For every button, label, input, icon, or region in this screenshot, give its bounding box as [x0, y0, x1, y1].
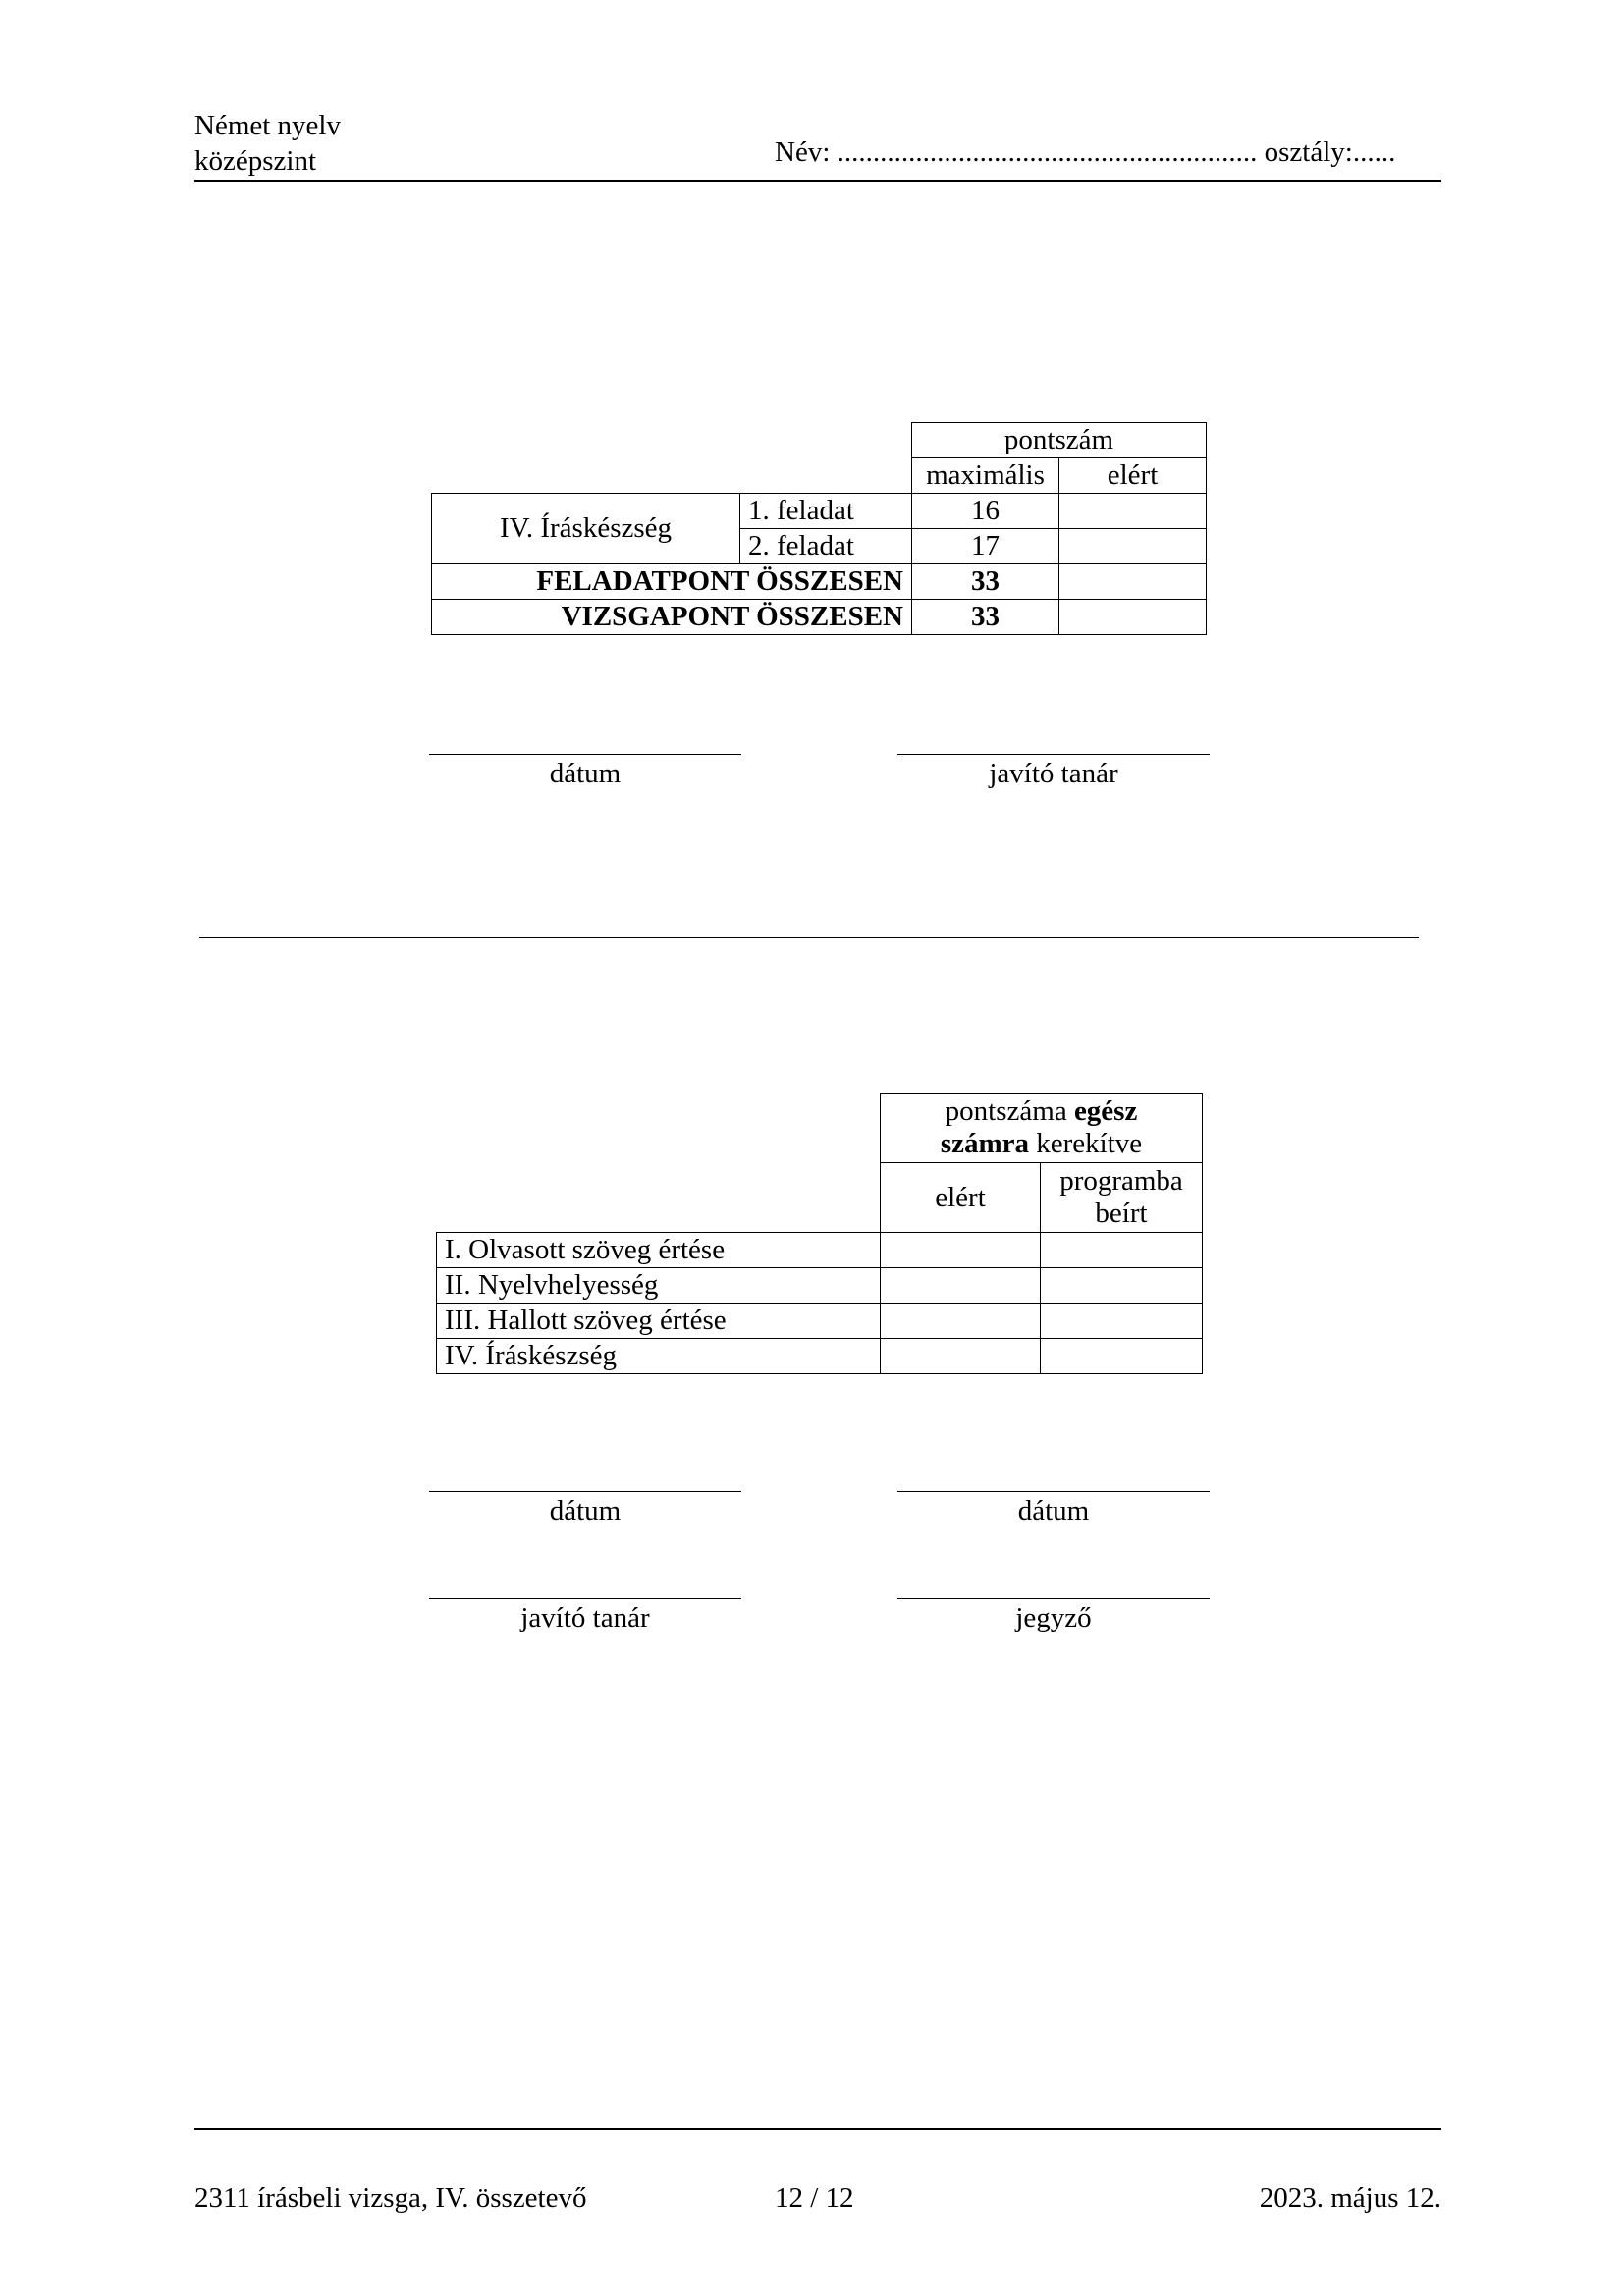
summary-achieved-cell[interactable]	[881, 1268, 1041, 1304]
col-header-program: programba beírt	[1041, 1163, 1203, 1233]
score-table-writing	[431, 422, 1207, 635]
task-total-achieved-cell[interactable]	[1059, 564, 1207, 600]
signature-line	[429, 1491, 741, 1492]
signature-date	[429, 754, 741, 791]
task-max-points: 16	[912, 494, 1059, 529]
header-divider	[194, 180, 1441, 182]
signature-date	[897, 1491, 1210, 1528]
signature-teacher	[897, 754, 1210, 791]
summary-program-cell[interactable]	[1041, 1304, 1203, 1339]
signature-label: javító tanár	[520, 1602, 650, 1633]
header-subject: Német nyelv	[194, 110, 341, 141]
signature-line	[897, 1598, 1210, 1599]
summary-row-label: II. Nyelvhelyesség	[437, 1268, 881, 1304]
signature-label: dátum	[549, 1495, 622, 1526]
exam-total-achieved-cell[interactable]	[1059, 600, 1207, 635]
signature-line	[429, 754, 741, 755]
summary-row-label: I. Olvasott szöveg értése	[437, 1233, 881, 1268]
summary-program-cell[interactable]	[1041, 1233, 1203, 1268]
summary-row-label: III. Hallott szöveg értése	[437, 1304, 881, 1339]
header-level: középszint	[194, 145, 317, 177]
header-name-class-field: Név: ........................................................... osztály:......	[775, 136, 1396, 168]
task-achieved-cell[interactable]	[1059, 529, 1207, 564]
signature-teacher	[429, 1598, 741, 1635]
col-header-max: maximális	[912, 458, 1059, 494]
signature-date	[429, 1491, 741, 1528]
task-label: 1. feladat	[740, 494, 912, 529]
task-total-label: FELADATPONT ÖSSZESEN	[432, 564, 912, 600]
exam-total-label: VIZSGAPONT ÖSSZESEN	[432, 600, 912, 635]
task-achieved-cell[interactable]	[1059, 494, 1207, 529]
signature-registrar	[897, 1598, 1210, 1635]
section-divider	[199, 937, 1419, 938]
summary-program-cell[interactable]	[1041, 1339, 1203, 1374]
signature-label: javító tanár	[989, 758, 1118, 789]
exam-total-max: 33	[912, 600, 1059, 635]
summary-row-label: IV. Íráskészség	[437, 1339, 881, 1374]
footer-divider	[194, 2128, 1441, 2130]
task-label: 2. feladat	[740, 529, 912, 564]
summary-achieved-cell[interactable]	[881, 1304, 1041, 1339]
header-subject-block	[194, 108, 341, 179]
signature-label: dátum	[1017, 1495, 1090, 1526]
task-max-points: 17	[912, 529, 1059, 564]
signature-line	[429, 1598, 741, 1599]
col-header-achieved: elért	[881, 1163, 1041, 1233]
col-header-achieved: elért	[1059, 458, 1207, 494]
section-label: IV. Íráskészség	[432, 494, 740, 564]
signature-line	[897, 754, 1210, 755]
task-total-max: 33	[912, 564, 1059, 600]
footer-page-number: 12 / 12	[775, 2182, 854, 2214]
footer-date: 2023. május 12.	[1259, 2182, 1441, 2214]
col-header-points: pontszám	[912, 423, 1207, 458]
signature-line	[897, 1491, 1210, 1492]
score-table-summary	[436, 1093, 1203, 1374]
col-header-rounded-points: pontszáma egész számra kerekítve	[881, 1094, 1203, 1163]
signature-label: jegyző	[1015, 1602, 1092, 1633]
summary-program-cell[interactable]	[1041, 1268, 1203, 1304]
summary-achieved-cell[interactable]	[881, 1233, 1041, 1268]
footer-exam-id: 2311 írásbeli vizsga, IV. összetevő	[194, 2182, 587, 2214]
summary-achieved-cell[interactable]	[881, 1339, 1041, 1374]
signature-label: dátum	[549, 758, 622, 789]
